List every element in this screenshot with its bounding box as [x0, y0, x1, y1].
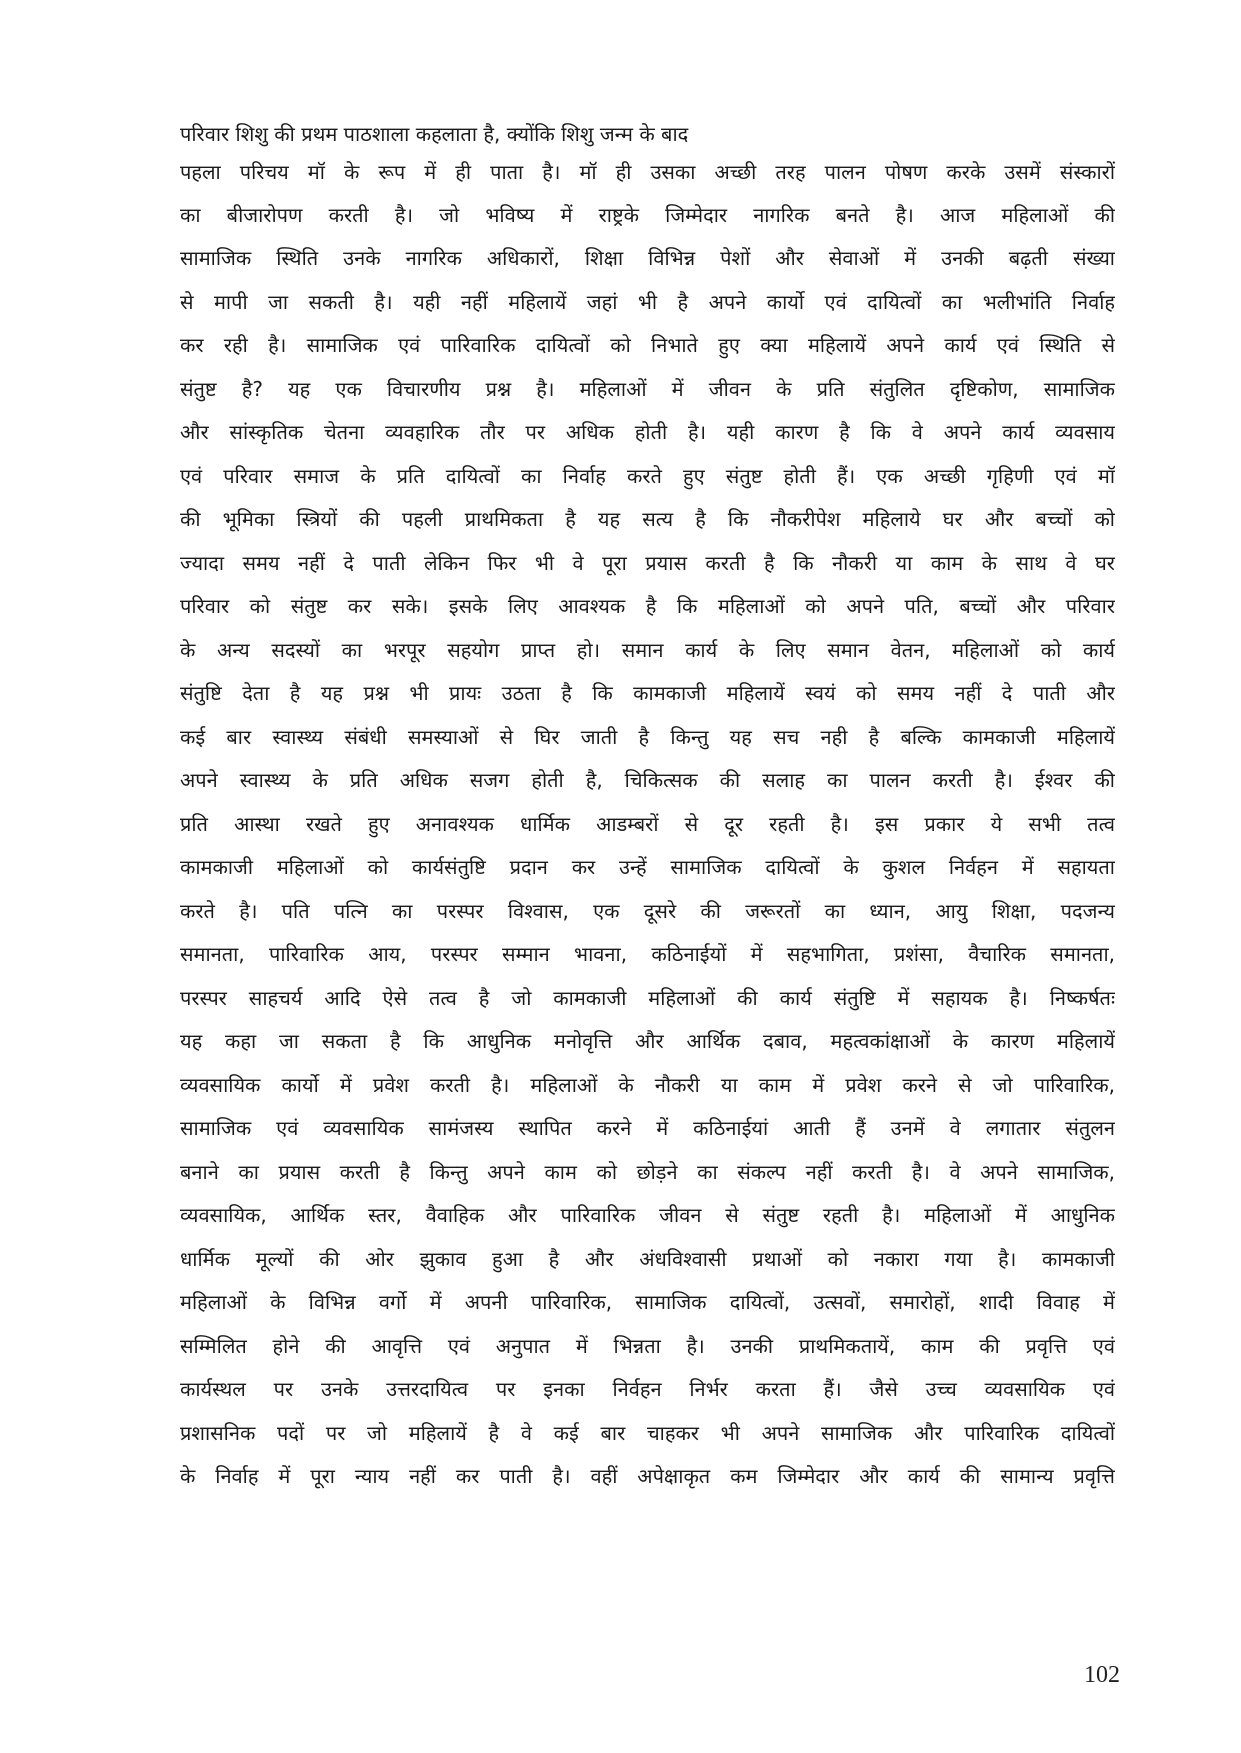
text-line: करते है। पति पत्नि का परस्पर विश्वास, एक दूसरे की जरूरतों का ध्यान, आयु शिक्षा, पदजन्य	[180, 899, 1115, 923]
text-line: कार्यस्थल पर उनके उत्तरदायित्व पर इनका निर्वहन निर्भर करता हैं। जैसे उच्च व्यवसायिक एवं	[180, 1377, 1115, 1401]
text-line: का बीजारोपण करती है। जो भविष्य में राष्ट्रके जिम्मेदार नागरिक बनते है। आज महिलाओं की	[180, 203, 1115, 227]
text-line: परिवार शिशु की प्रथम पाठशाला कहलाता है, क्योंकि शिशु जन्म के बाद	[180, 122, 689, 146]
text-line: के अन्य सदस्यों का भरपूर सहयोग प्राप्त हो। समान कार्य के लिए समान वेतन, महिलाओं को कार्य	[180, 638, 1115, 662]
text-line: संतुष्ट है? यह एक विचारणीय प्रश्न है। महिलाओं में जीवन के प्रति संतुलित दृष्टिकोण, सामाजिक	[180, 377, 1115, 401]
text-line: सामाजिक स्थिति उनके नागरिक अधिकारों, शिक्षा विभिन्न पेशों और सेवाओं में उनकी बढ़ती संख्या	[180, 246, 1115, 270]
text-line: प्रशासनिक पदों पर जो महिलायें है वे कई बार चाहकर भी अपने सामाजिक और पारिवारिक दायित्वों	[180, 1421, 1115, 1445]
text-line: प्रति आस्था रखते हुए अनावश्यक धार्मिक आडम्बरों से दूर रहती है। इस प्रकार ये सभी तत्व	[180, 812, 1115, 836]
text-line: परस्पर साहचर्य आदि ऐसे तत्व है जो कामकाजी महिलाओं की कार्य संतुष्टि में सहायक है। निष्कर्षतः	[180, 986, 1115, 1010]
text-line: व्यवसायिक, आर्थिक स्तर, वैवाहिक और पारिवारिक जीवन से संतुष्ट रहती है। महिलाओं में आधुनिक	[180, 1203, 1115, 1227]
text-line: सम्मिलित होने की आवृत्ति एवं अनुपात में भिन्नता है। उनकी प्राथमिकतायें, काम की प्रवृत्ति एवं	[180, 1334, 1115, 1358]
text-line: परिवार को संतुष्ट कर सके। इसके लिए आवश्यक है कि महिलाओं को अपने पति, बच्चों और परिवार	[180, 594, 1115, 618]
text-line: एवं परिवार समाज के प्रति दायित्वों का निर्वाह करते हुए संतुष्ट होती हैं। एक अच्छी गृहिणी एवं मॉ	[180, 464, 1115, 488]
text-line: सामाजिक एवं व्यवसायिक सामंजस्य स्थापित करने में कठिनाईयां आती हैं उनमें वे लगातार संतुलन	[180, 1116, 1115, 1140]
text-line: पहला परिचय मॉ के रूप में ही पाता है। मॉ ही उसका अच्छी तरह पालन पोषण करके उसमें संस्कारों	[180, 160, 1115, 184]
text-line: और सांस्कृतिक चेतना व्यवहारिक तौर पर अधिक होती है। यही कारण है कि वे अपने कार्य व्यवसाय	[180, 420, 1115, 444]
page-number: 102	[1084, 1662, 1120, 1688]
text-line: व्यवसायिक कार्यो में प्रवेश करती है। महिलाओं के नौकरी या काम में प्रवेश करने से जो पारिवारिक,	[180, 1073, 1115, 1097]
text-line: कर रही है। सामाजिक एवं पारिवारिक दायित्वों को निभाते हुए क्या महिलायें अपने कार्य एवं स्थिति से	[180, 333, 1115, 357]
text-line: कई बार स्वास्थ्य संबंधी समस्याओं से घिर जाती है किन्तु यह सच नही है बल्कि कामकाजी महिलायें	[180, 725, 1115, 749]
text-line: धार्मिक मूल्यों की ओर झुकाव हुआ है और अंधविश्वासी प्रथाओं को नकारा गया है। कामकाजी	[180, 1247, 1115, 1271]
text-line: से मापी जा सकती है। यही नहीं महिलायें जहां भी है अपने कार्यो एवं दायित्वों का भलीभांति निर्वाह	[180, 290, 1115, 314]
text-line: बनाने का प्रयास करती है किन्तु अपने काम को छोड़ने का संकल्प नहीं करती है। वे अपने सामाजिक,	[180, 1160, 1115, 1184]
text-line: संतुष्टि देता है यह प्रश्न भी प्रायः उठता है कि कामकाजी महिलायें स्वयं को समय नहीं दे पाती और	[180, 681, 1115, 705]
text-line: समानता, पारिवारिक आय, परस्पर सम्मान भावना, कठिनाईयों में सहभागिता, प्रशंसा, वैचारिक समानता,	[180, 942, 1115, 966]
text-line: अपने स्वास्थ्य के प्रति अधिक सजग होती है, चिकित्सक की सलाह का पालन करती है। ईश्वर की	[180, 768, 1115, 792]
text-line: कामकाजी महिलाओं को कार्यसंतुष्टि प्रदान कर उन्हें सामाजिक दायित्वों के कुशल निर्वहन में सहायता	[180, 855, 1115, 879]
text-line: की भूमिका स्त्रियों की पहली प्राथमिकता है यह सत्य है कि नौकरीपेश महिलाये घर और बच्चों को	[180, 507, 1115, 531]
text-line: ज्यादा समय नहीं दे पाती लेकिन फिर भी वे पूरा प्रयास करती है कि नौकरी या काम के साथ वे घर	[180, 551, 1115, 575]
text-line: यह कहा जा सकता है कि आधुनिक मनोवृत्ति और आर्थिक दबाव, महत्वकांक्षाओं के कारण महिलायें	[180, 1029, 1115, 1053]
text-line: महिलाओं के विभिन्न वर्गो में अपनी पारिवारिक, सामाजिक दायित्वों, उत्सवों, समारोहों, शादी विवाह में	[180, 1290, 1115, 1314]
text-line: के निर्वाह में पूरा न्याय नहीं कर पाती है। वहीं अपेक्षाकृत कम जिम्मेदार और कार्य की सामान्य प्रवृत्ति	[180, 1464, 1115, 1488]
